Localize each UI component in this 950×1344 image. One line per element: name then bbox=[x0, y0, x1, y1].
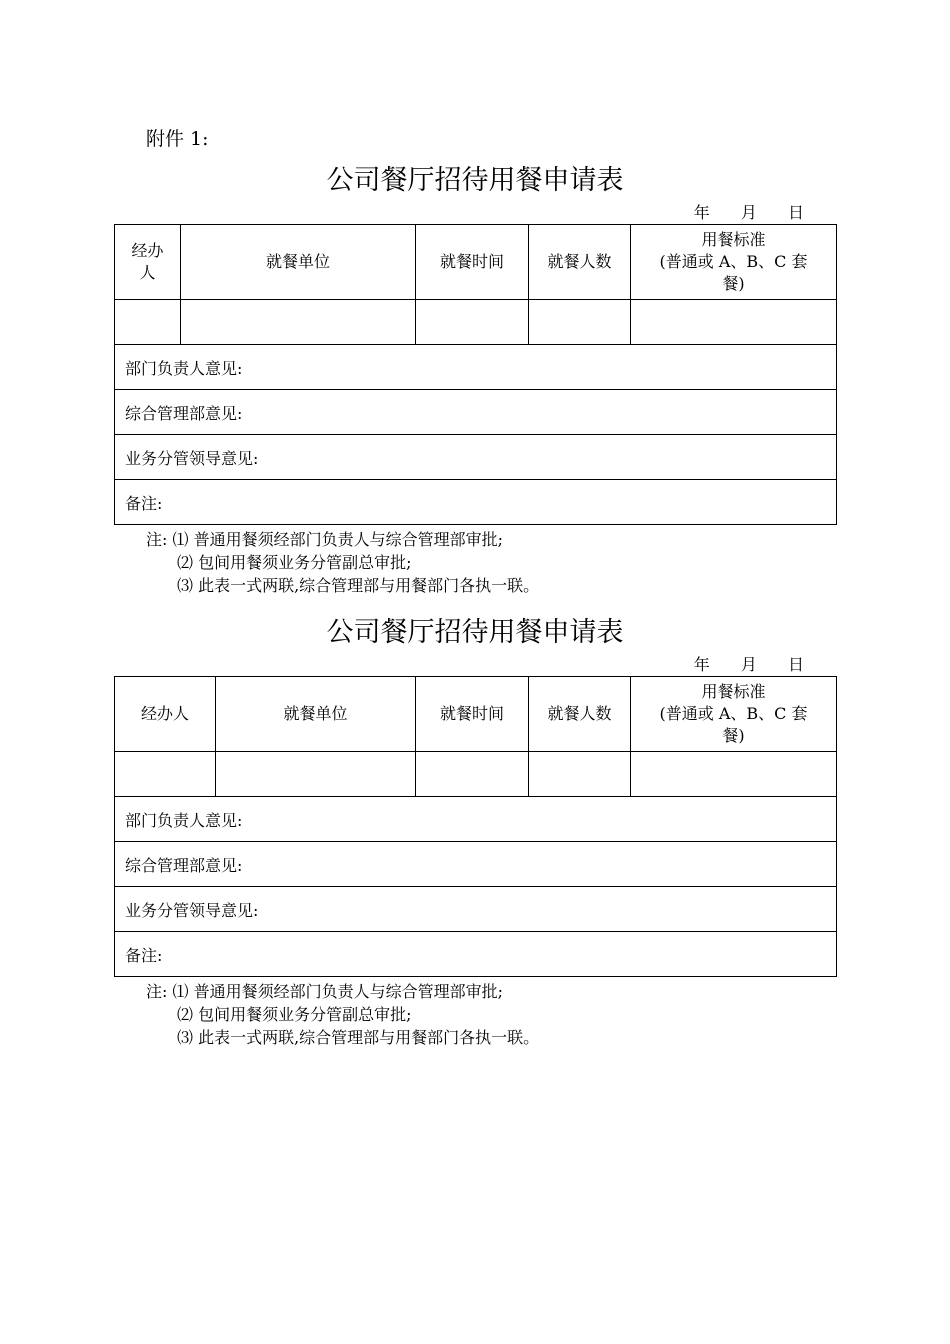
standard-cell[interactable] bbox=[631, 300, 837, 345]
dept-head-opinion[interactable]: 部门负责人意见: bbox=[115, 345, 837, 390]
header-handler: 经办人 bbox=[115, 677, 216, 752]
dept-head-opinion[interactable]: 部门负责人意见: bbox=[115, 797, 837, 842]
admin-dept-opinion[interactable]: 综合管理部意见: bbox=[115, 390, 837, 435]
application-table bbox=[114, 676, 837, 977]
header-count: 就餐人数 bbox=[529, 677, 631, 752]
notes-block bbox=[146, 528, 539, 597]
header-unit: 就餐单位 bbox=[181, 225, 416, 300]
date-line bbox=[668, 652, 804, 675]
month-label: 月 bbox=[740, 655, 757, 674]
count-cell[interactable] bbox=[529, 300, 631, 345]
note-item: ⑶ 此表一式两联,综合管理部与用餐部门各执一联。 bbox=[177, 576, 540, 595]
admin-dept-opinion[interactable]: 综合管理部意见: bbox=[115, 842, 837, 887]
note-item: ⑶ 此表一式两联,综合管理部与用餐部门各执一联。 bbox=[177, 1028, 540, 1047]
day-label: 日 bbox=[787, 203, 804, 222]
header-standard: 用餐标准 (普通或 A、B、C 套餐) bbox=[631, 677, 837, 752]
attachment-label: 附件 1: bbox=[146, 128, 209, 150]
standard-cell[interactable] bbox=[631, 752, 837, 797]
count-cell[interactable] bbox=[529, 752, 631, 797]
unit-cell[interactable] bbox=[181, 300, 416, 345]
business-leader-opinion[interactable]: 业务分管领导意见: bbox=[115, 435, 837, 480]
notes-block bbox=[146, 980, 539, 1049]
handler-cell[interactable] bbox=[115, 300, 181, 345]
unit-cell[interactable] bbox=[216, 752, 416, 797]
time-cell[interactable] bbox=[416, 300, 529, 345]
day-label: 日 bbox=[787, 655, 804, 674]
note-item: 注: ⑴ 普通用餐须经部门负责人与综合管理部审批; bbox=[146, 982, 503, 1001]
form-title: 公司餐厅招待用餐申请表 bbox=[326, 165, 624, 196]
form-title: 公司餐厅招待用餐申请表 bbox=[326, 617, 624, 648]
note-item: 注: ⑴ 普通用餐须经部门负责人与综合管理部审批; bbox=[146, 530, 503, 549]
header-time: 就餐时间 bbox=[416, 225, 529, 300]
year-label: 年 bbox=[693, 203, 710, 222]
application-table bbox=[114, 224, 837, 525]
remarks-row[interactable]: 备注: bbox=[115, 932, 837, 977]
month-label: 月 bbox=[740, 203, 757, 222]
business-leader-opinion[interactable]: 业务分管领导意见: bbox=[115, 887, 837, 932]
header-count: 就餐人数 bbox=[529, 225, 631, 300]
remarks-row[interactable]: 备注: bbox=[115, 480, 837, 525]
date-line bbox=[668, 200, 804, 223]
header-standard: 用餐标准 (普通或 A、B、C 套餐) bbox=[631, 225, 837, 300]
header-unit: 就餐单位 bbox=[216, 677, 416, 752]
header-time: 就餐时间 bbox=[416, 677, 529, 752]
note-item: ⑵ 包间用餐须业务分管副总审批; bbox=[177, 1005, 412, 1024]
year-label: 年 bbox=[693, 655, 710, 674]
time-cell[interactable] bbox=[416, 752, 529, 797]
header-handler: 经办人 bbox=[115, 225, 181, 300]
handler-cell[interactable] bbox=[115, 752, 216, 797]
note-item: ⑵ 包间用餐须业务分管副总审批; bbox=[177, 553, 412, 572]
